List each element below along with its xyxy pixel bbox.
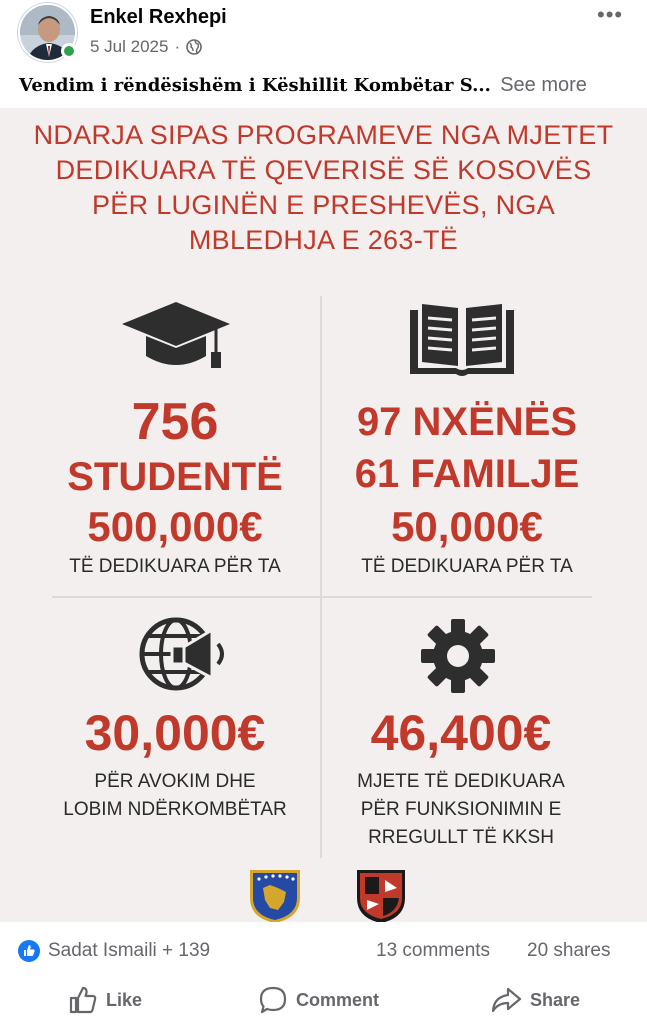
share-icon xyxy=(490,986,522,1014)
reactions-summary xyxy=(0,930,647,974)
action-bar xyxy=(0,978,647,1022)
families-count: 61 FAMILJE xyxy=(354,452,580,496)
online-status-dot xyxy=(61,43,77,59)
operations-note-line: MJETE TË DEDIKUARA xyxy=(357,771,565,792)
advocacy-note-line: LOBIM NDËRKOMBËTAR xyxy=(63,799,287,820)
graduation-cap-icon xyxy=(122,302,230,370)
kosovo-coat-of-arms-icon xyxy=(248,868,302,922)
operations-note-line: PËR FUNKSIONIMIN E xyxy=(360,799,562,820)
globe-megaphone-icon xyxy=(138,614,232,694)
pupils-note: TË DEDIKUARA PËR TA xyxy=(361,556,573,577)
students-note: TË DEDIKUARA PËR TA xyxy=(69,556,281,577)
shares-count[interactable]: 20 shares xyxy=(527,940,611,961)
reactors-text[interactable]: Sadat Ismaili + 139 xyxy=(48,940,211,961)
globe-icon xyxy=(186,39,202,55)
grid-divider-vertical xyxy=(320,296,322,858)
like-button[interactable] xyxy=(68,984,142,1016)
see-more-link[interactable]: See more xyxy=(500,74,587,96)
open-book-icon xyxy=(410,304,514,378)
operations-amount: 46,400€ xyxy=(370,705,552,761)
post-header xyxy=(0,0,647,68)
graphic-title xyxy=(20,118,627,258)
operations-note xyxy=(326,768,596,852)
meta-separator: · xyxy=(174,37,181,56)
post-caption xyxy=(19,74,629,97)
students-count: 756 xyxy=(131,393,219,451)
caption-text: Vendim i rëndësishëm i Këshillit Kombëtar S... xyxy=(19,75,491,96)
pupils-amount: 50,000€ xyxy=(391,503,543,550)
graphic-title-line: MBLEDHJA E 263-TË xyxy=(188,225,459,255)
comments-count[interactable]: 13 comments xyxy=(376,940,491,961)
author-name[interactable]: Enkel Rexhepi xyxy=(90,6,227,28)
kksh-emblem-icon xyxy=(355,868,407,922)
students-amount: 500,000€ xyxy=(87,503,263,550)
gear-icon xyxy=(420,618,496,694)
post-date[interactable]: 5 Jul 2025 xyxy=(90,37,169,56)
graphic-title-line: NDARJA SIPAS PROGRAMEVE NGA MJETET xyxy=(33,120,614,150)
more-options-button[interactable]: ••• xyxy=(597,2,624,27)
pupils-count: 97 NXËNËS xyxy=(356,400,578,444)
post-image[interactable] xyxy=(0,108,647,922)
like-label: Like xyxy=(106,989,143,1010)
grid-divider-horizontal xyxy=(52,596,592,598)
graphic-title-line: DEDIKUARA TË QEVERISË SË KOSOVËS xyxy=(55,155,592,185)
advocacy-note-line: PËR AVOKIM DHE xyxy=(94,771,256,792)
students-label: STUDENTË xyxy=(67,455,283,499)
post-meta xyxy=(90,37,202,57)
operations-note-line: RREGULLT TË KKSH xyxy=(368,827,554,848)
graphic-title-line: PËR LUGINËN E PRESHEVËS, NGA xyxy=(91,190,556,220)
thumbs-up-icon xyxy=(68,986,98,1014)
comment-icon xyxy=(258,985,288,1015)
comment-label: Comment xyxy=(296,989,380,1010)
like-reaction-icon xyxy=(18,940,40,962)
share-button[interactable] xyxy=(490,984,580,1016)
share-label: Share xyxy=(530,989,581,1010)
advocacy-note xyxy=(40,768,310,824)
advocacy-amount: 30,000€ xyxy=(84,705,266,761)
comment-button[interactable] xyxy=(258,984,379,1016)
